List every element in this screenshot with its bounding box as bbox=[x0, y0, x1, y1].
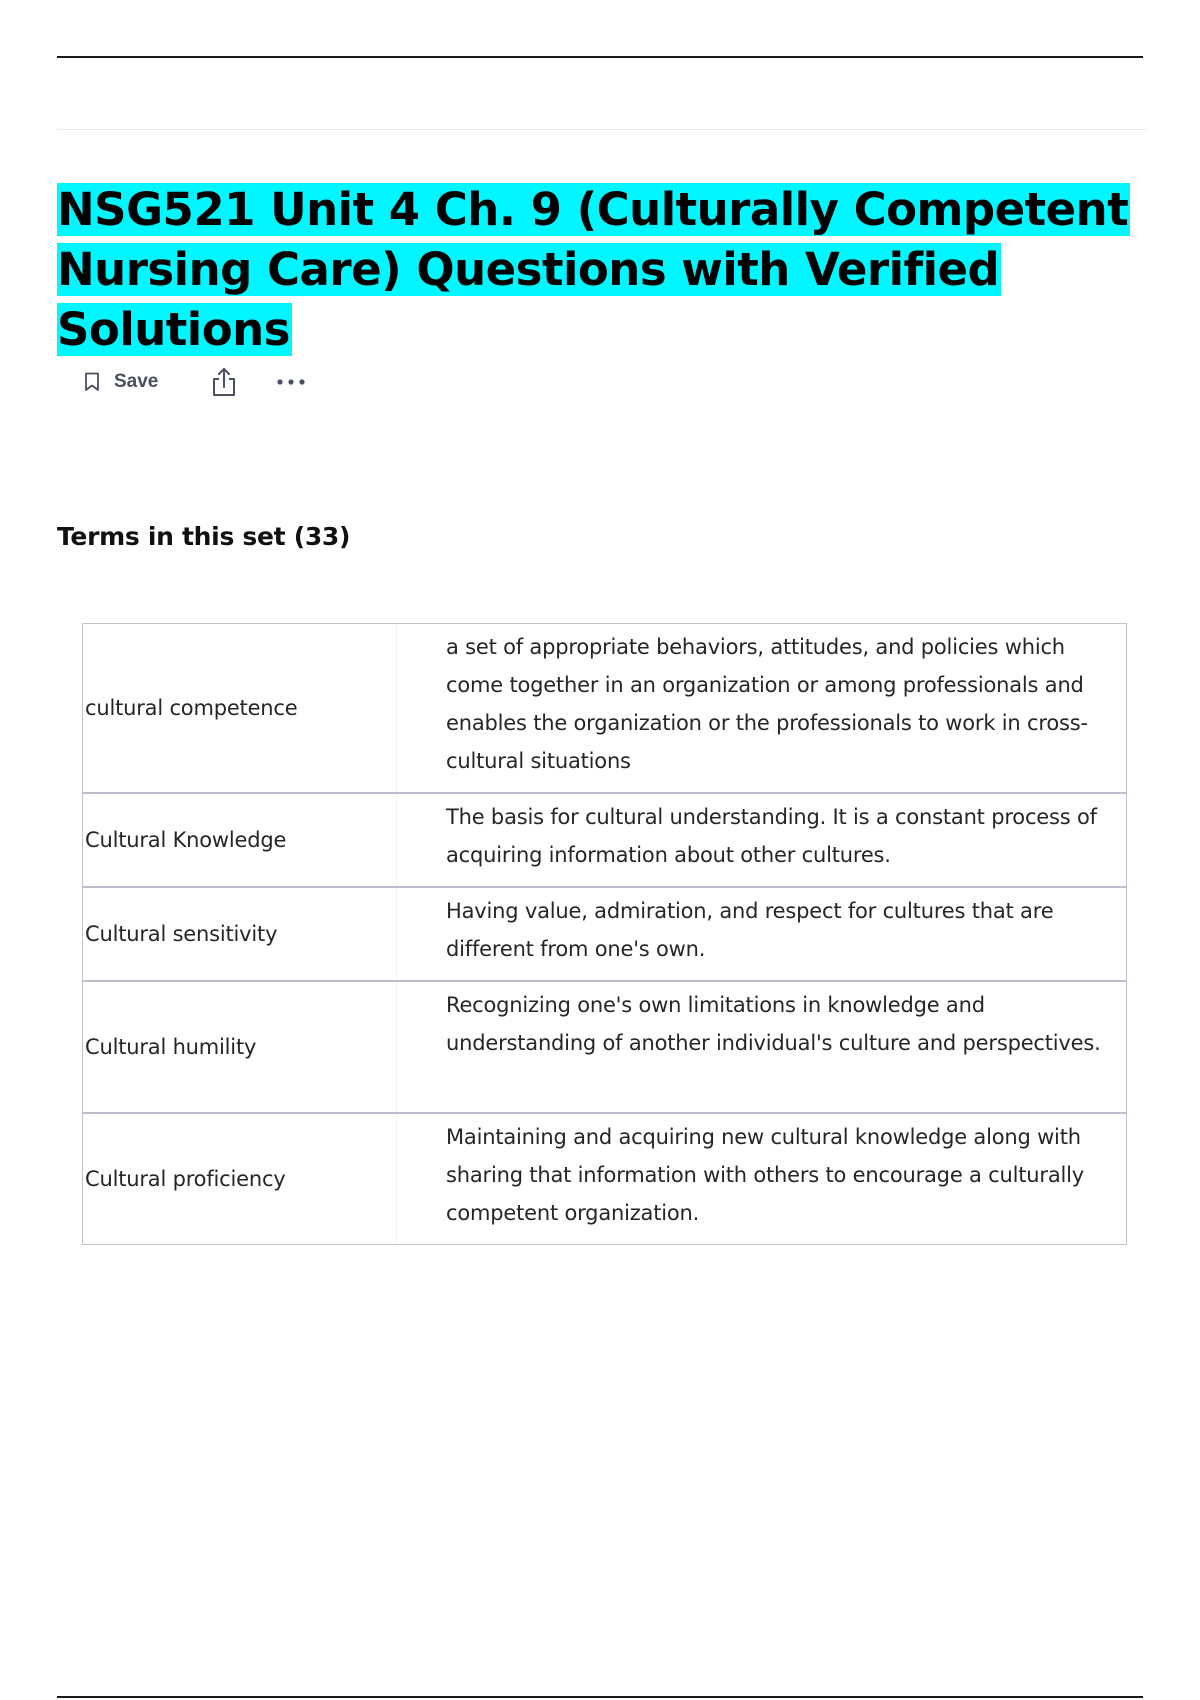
more-options-button[interactable] bbox=[276, 377, 306, 387]
terms-table bbox=[82, 623, 1127, 1245]
term-cell: Cultural humility bbox=[83, 982, 397, 1112]
term-row[interactable] bbox=[83, 794, 1126, 888]
bookmark-icon bbox=[84, 372, 100, 392]
term-cell: cultural competence bbox=[83, 624, 397, 792]
definition-cell: The basis for cultural understanding. It is a constant process of acquiring information about other cultures. bbox=[446, 805, 1097, 867]
definition-cell: Recognizing one's own limitations in knowledge and understanding of another individual's culture and perspectives. bbox=[446, 993, 1101, 1055]
definition-cell: Having value, admiration, and respect for cultures that are different from one's own. bbox=[446, 899, 1054, 961]
page-title bbox=[57, 180, 1157, 360]
terms-heading: Terms in this set (33) bbox=[57, 522, 351, 551]
share-button[interactable] bbox=[210, 366, 238, 398]
page-title-text: NSG521 Unit 4 Ch. 9 (Culturally Competent Nursing Care) Questions with Verified Solutions bbox=[57, 183, 1129, 356]
action-toolbar bbox=[84, 362, 306, 402]
header-divider bbox=[57, 129, 1147, 130]
save-label: Save bbox=[114, 371, 159, 392]
term-cell: Cultural sensitivity bbox=[83, 888, 397, 980]
bottom-divider bbox=[57, 1696, 1143, 1698]
definition-cell: a set of appropriate behaviors, attitudes, and policies which come together in an organization or among professionals and enables the organization or the professionals to work in cross-cultural situations bbox=[446, 635, 1088, 773]
term-row[interactable] bbox=[83, 624, 1126, 794]
term-cell: Cultural proficiency bbox=[83, 1114, 397, 1244]
save-button[interactable] bbox=[84, 371, 158, 393]
share-icon bbox=[210, 366, 238, 398]
term-cell: Cultural Knowledge bbox=[83, 794, 397, 886]
more-dots-icon bbox=[276, 377, 306, 387]
term-row[interactable] bbox=[83, 982, 1126, 1114]
term-row[interactable] bbox=[83, 1114, 1126, 1244]
definition-cell: Maintaining and acquiring new cultural knowledge along with sharing that information with others to encourage a culturally competent organization. bbox=[446, 1125, 1084, 1225]
term-row[interactable] bbox=[83, 888, 1126, 982]
top-divider bbox=[57, 56, 1143, 58]
